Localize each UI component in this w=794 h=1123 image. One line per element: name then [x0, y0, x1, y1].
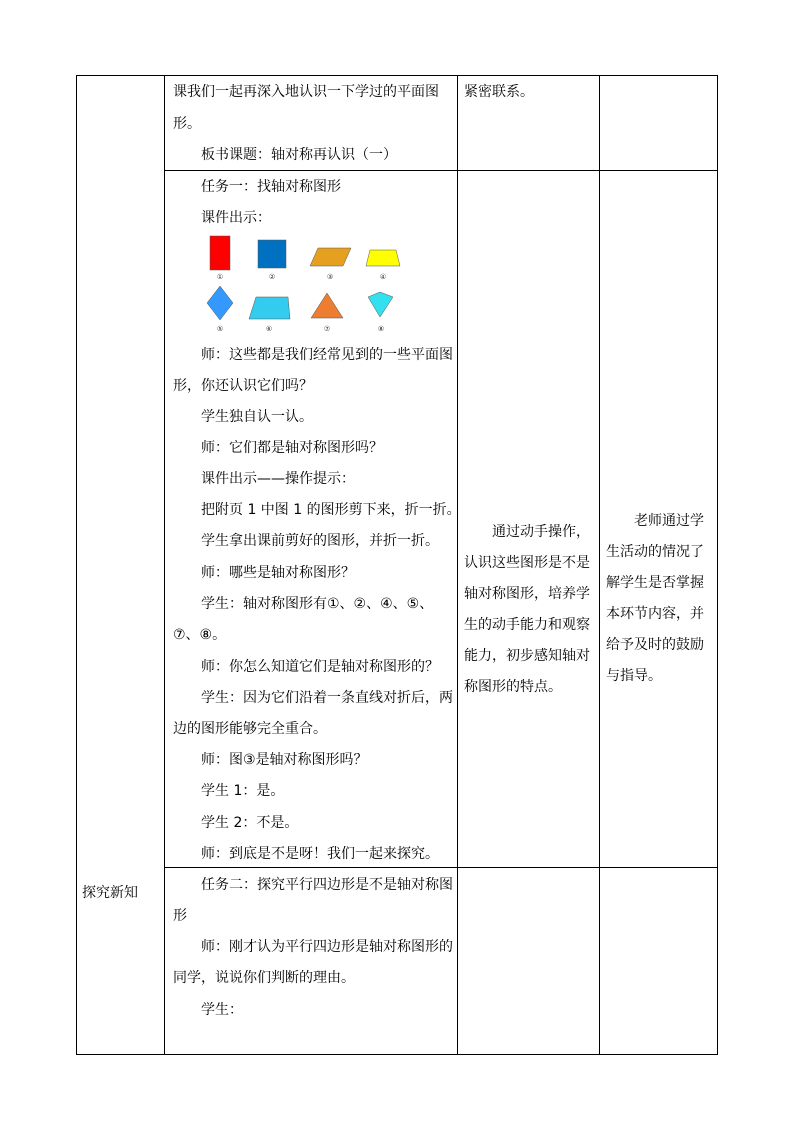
teacher-question-4: 师：你怎么知道它们是轴对称图形的？ — [201, 659, 439, 675]
row-divider-1 — [164, 170, 718, 171]
table-top-border — [76, 75, 718, 76]
evaluation-line-4: 本环节内容，并 — [606, 606, 704, 622]
teacher-question-6b: 同学，说说你们判断的理由。 — [173, 970, 355, 986]
table-bottom-border — [76, 1054, 718, 1055]
student-2-answer: 学生 2：不是。 — [201, 815, 299, 831]
student-answer-1a: 学生：轴对称图形有①、②、④、⑤、 — [201, 596, 434, 612]
shape-3-label: ③ — [326, 273, 334, 281]
section-label: 探究新知 — [82, 885, 138, 901]
shape-6-label: ⑥ — [265, 325, 273, 333]
col-divider-1 — [164, 75, 165, 1055]
task2-title-b: 形 — [173, 908, 187, 924]
intro-line-2: 形。 — [173, 116, 201, 132]
evaluation-line-6: 与指导。 — [606, 668, 662, 684]
design-intent-line-2: 认识这些图形是不是 — [464, 555, 590, 571]
design-intent-line-4: 生的动手能力和观察 — [464, 617, 590, 633]
student-answer-3: 学生： — [201, 1002, 243, 1018]
student-answer-2a: 学生：因为它们沿着一条直线对折后，两 — [201, 690, 453, 706]
student-activity-2: 学生拿出课前剪好的图形，并折一折。 — [201, 533, 439, 549]
col-divider-3 — [599, 75, 600, 1055]
plane-shapes-figure — [196, 231, 416, 337]
shape-3-parallelogram — [310, 248, 351, 266]
row-divider-2 — [164, 867, 718, 868]
design-intent-line-1: 通过动手操作， — [492, 524, 590, 540]
evaluation-line-5: 给予及时的鼓励 — [606, 637, 704, 653]
shape-4-label: ④ — [379, 273, 387, 281]
student-activity-1: 学生独自认一认。 — [201, 409, 313, 425]
shape-7-label: ⑦ — [323, 325, 331, 333]
shape-1-rectangle — [210, 236, 230, 270]
shape-1-label: ① — [216, 273, 224, 281]
instruction-cut-fold: 把附页 1 中图 1 的图形剪下来，折一折。 — [201, 502, 461, 518]
student-answer-2b: 边的图形能够完全重合。 — [173, 721, 327, 737]
shape-8-label: ⑧ — [377, 325, 385, 333]
board-title: 板书课题：轴对称再认识（一） — [201, 147, 397, 163]
table-right-border — [717, 75, 718, 1055]
design-intent-line-5: 能力，初步感知轴对 — [464, 648, 590, 664]
student-answer-1b: ⑦、⑧。 — [173, 627, 227, 643]
shape-5-label: ⑤ — [216, 325, 224, 333]
design-intent-line-3: 轴对称图形，培养学 — [464, 586, 590, 602]
teacher-question-1b: 形，你还认识它们吗？ — [173, 378, 313, 394]
evaluation-line-2: 生活动的情况了 — [606, 544, 704, 560]
teacher-question-6a: 师：刚才认为平行四边形是轴对称图形的 — [201, 939, 453, 955]
teacher-statement: 师：到底是不是呀！我们一起来探究。 — [201, 846, 439, 862]
intro-line-1: 课我们一起再深入地认识一下学过的平面图 — [173, 84, 439, 100]
task2-title-a: 任务二：探究平行四边形是不是轴对称图 — [201, 877, 453, 893]
courseware-hint: 课件出示——操作提示： — [201, 471, 355, 487]
student-1-answer: 学生 1：是。 — [201, 783, 285, 799]
shape-2-square — [258, 240, 286, 268]
col-divider-2 — [457, 75, 458, 1055]
table-left-border — [76, 75, 77, 1055]
shape-7-triangle — [311, 293, 343, 318]
courseware-show: 课件出示： — [201, 210, 271, 226]
teacher-question-1a: 师：这些都是我们经常见到的一些平面图 — [201, 347, 453, 363]
evaluation-line-1: 老师通过学 — [634, 513, 704, 529]
shape-2-label: ② — [268, 273, 276, 281]
shape-6-trapezoid — [249, 297, 290, 319]
design-intent-row1: 紧密联系。 — [464, 84, 534, 100]
teacher-question-2: 师：它们都是轴对称图形吗？ — [201, 440, 383, 456]
evaluation-line-3: 解学生是否掌握 — [606, 575, 704, 591]
shape-4-trapezoid — [366, 250, 400, 266]
teacher-question-3: 师：哪些是轴对称图形？ — [201, 565, 355, 581]
design-intent-line-6: 称图形的特点。 — [464, 679, 562, 695]
shape-5-rhombus — [207, 286, 233, 320]
task1-title: 任务一：找轴对称图形 — [201, 179, 341, 195]
shape-8-kite — [368, 292, 393, 317]
teacher-question-5: 师：图③是轴对称图形吗？ — [201, 752, 368, 768]
